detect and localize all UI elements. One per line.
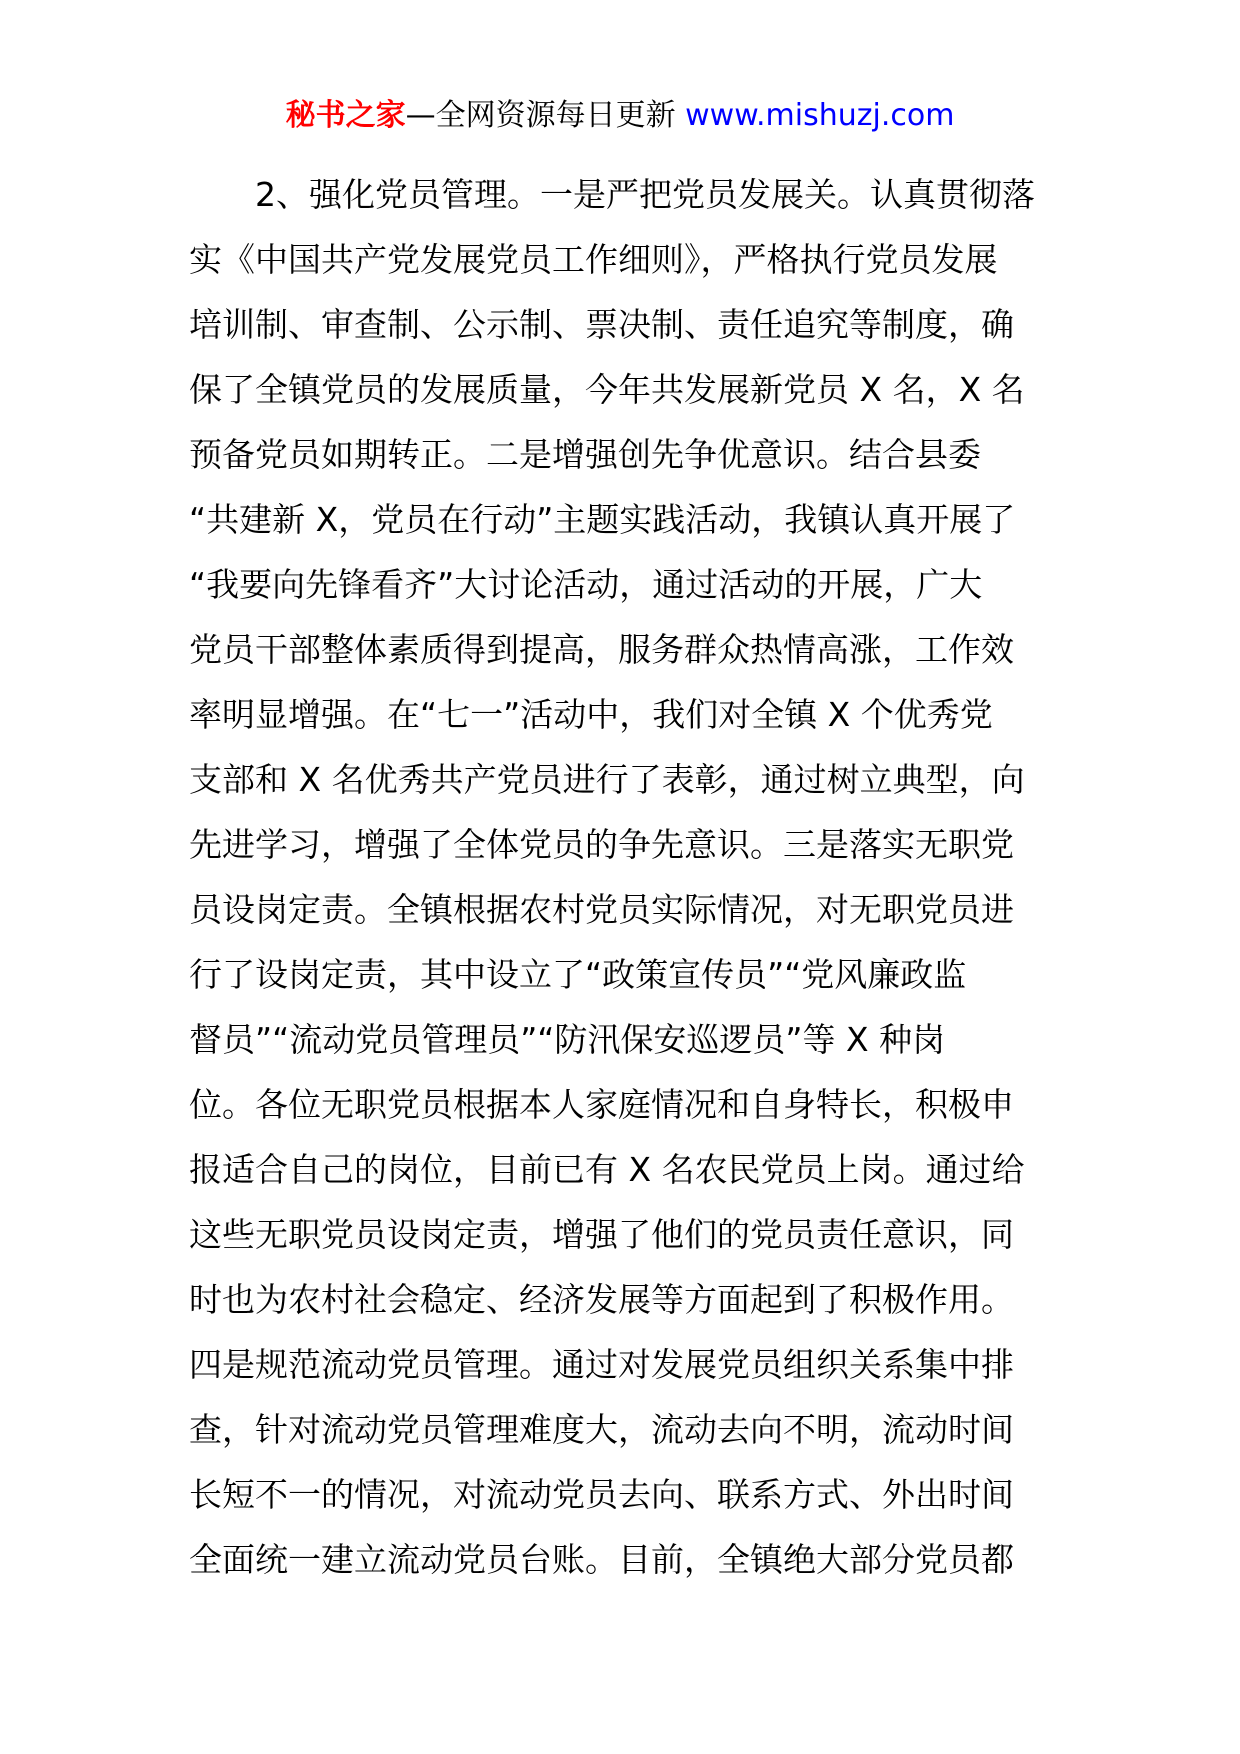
- paragraph-line: 党员干部整体素质得到提高，服务群众热情高涨，工作效: [189, 630, 1014, 669]
- paragraph-line: 查，针对流动党员管理难度大，流动去向不明，流动时间: [189, 1410, 1014, 1449]
- paragraph-line: 行了设岗定责，其中设立了“政策宣传员”“党风廉政监: [189, 955, 967, 994]
- paragraph-line: 时也为农村社会稳定、经济发展等方面起到了积极作用。: [189, 1280, 1014, 1319]
- paragraph-line: 预备党员如期转正。二是增强创先争优意识。结合县委: [189, 435, 981, 474]
- paragraph-line: 位。各位无职党员根据本人家庭情况和自身特长，积极申: [189, 1085, 1014, 1124]
- paragraph-line: 这些无职党员设岗定责，增强了他们的党员责任意识，同: [189, 1215, 1014, 1254]
- paragraph-line: 报适合自己的岗位，目前已有 X 名农民党员上岗。通过给: [189, 1150, 1025, 1189]
- site-tagline: —全网资源每日更新: [405, 98, 676, 133]
- site-url-link[interactable]: www.mishuzj.com: [685, 98, 955, 133]
- paragraph-line: 先进学习，增强了全体党员的争先意识。三是落实无职党: [189, 825, 1014, 864]
- document-body: [189, 162, 1059, 1592]
- paragraph-line: 四是规范流动党员管理。通过对发展党员组织关系集中排: [189, 1345, 1014, 1384]
- paragraph-line: “我要向先锋看齐”大讨论活动，通过活动的开展，广大: [189, 565, 983, 604]
- paragraph-line: 率明显增强。在“七一”活动中，我们对全镇 X 个优秀党: [189, 695, 993, 734]
- page-header: [0, 96, 1240, 136]
- site-brand: 秘书之家: [285, 98, 406, 133]
- paragraph-line: 督员”“流动党员管理员”“防汛保安巡逻员”等 X 种岗: [189, 1020, 946, 1059]
- paragraph-line: “共建新 X，党员在行动”主题实践活动，我镇认真开展了: [189, 500, 1016, 539]
- paragraph-line: 培训制、审查制、公示制、票决制、责任追究等制度，确: [189, 305, 1014, 344]
- paragraph-line: 支部和 X 名优秀共产党员进行了表彰，通过树立典型，向: [189, 760, 1025, 799]
- paragraph-line: 员设岗定责。全镇根据农村党员实际情况，对无职党员进: [189, 890, 1014, 929]
- paragraph-line: 全面统一建立流动党员台账。目前，全镇绝大部分党员都: [189, 1540, 1014, 1579]
- paragraph-line: 2、强化党员管理。一是严把党员发展关。认真贯彻落: [255, 175, 1035, 214]
- paragraph-line: 实《中国共产党发展党员工作细则》，严格执行党员发展: [189, 240, 998, 279]
- paragraph-line: 保了全镇党员的发展质量，今年共发展新党员 X 名，X 名: [189, 370, 1025, 409]
- paragraph-line: 长短不一的情况，对流动党员去向、联系方式、外出时间: [189, 1475, 1014, 1514]
